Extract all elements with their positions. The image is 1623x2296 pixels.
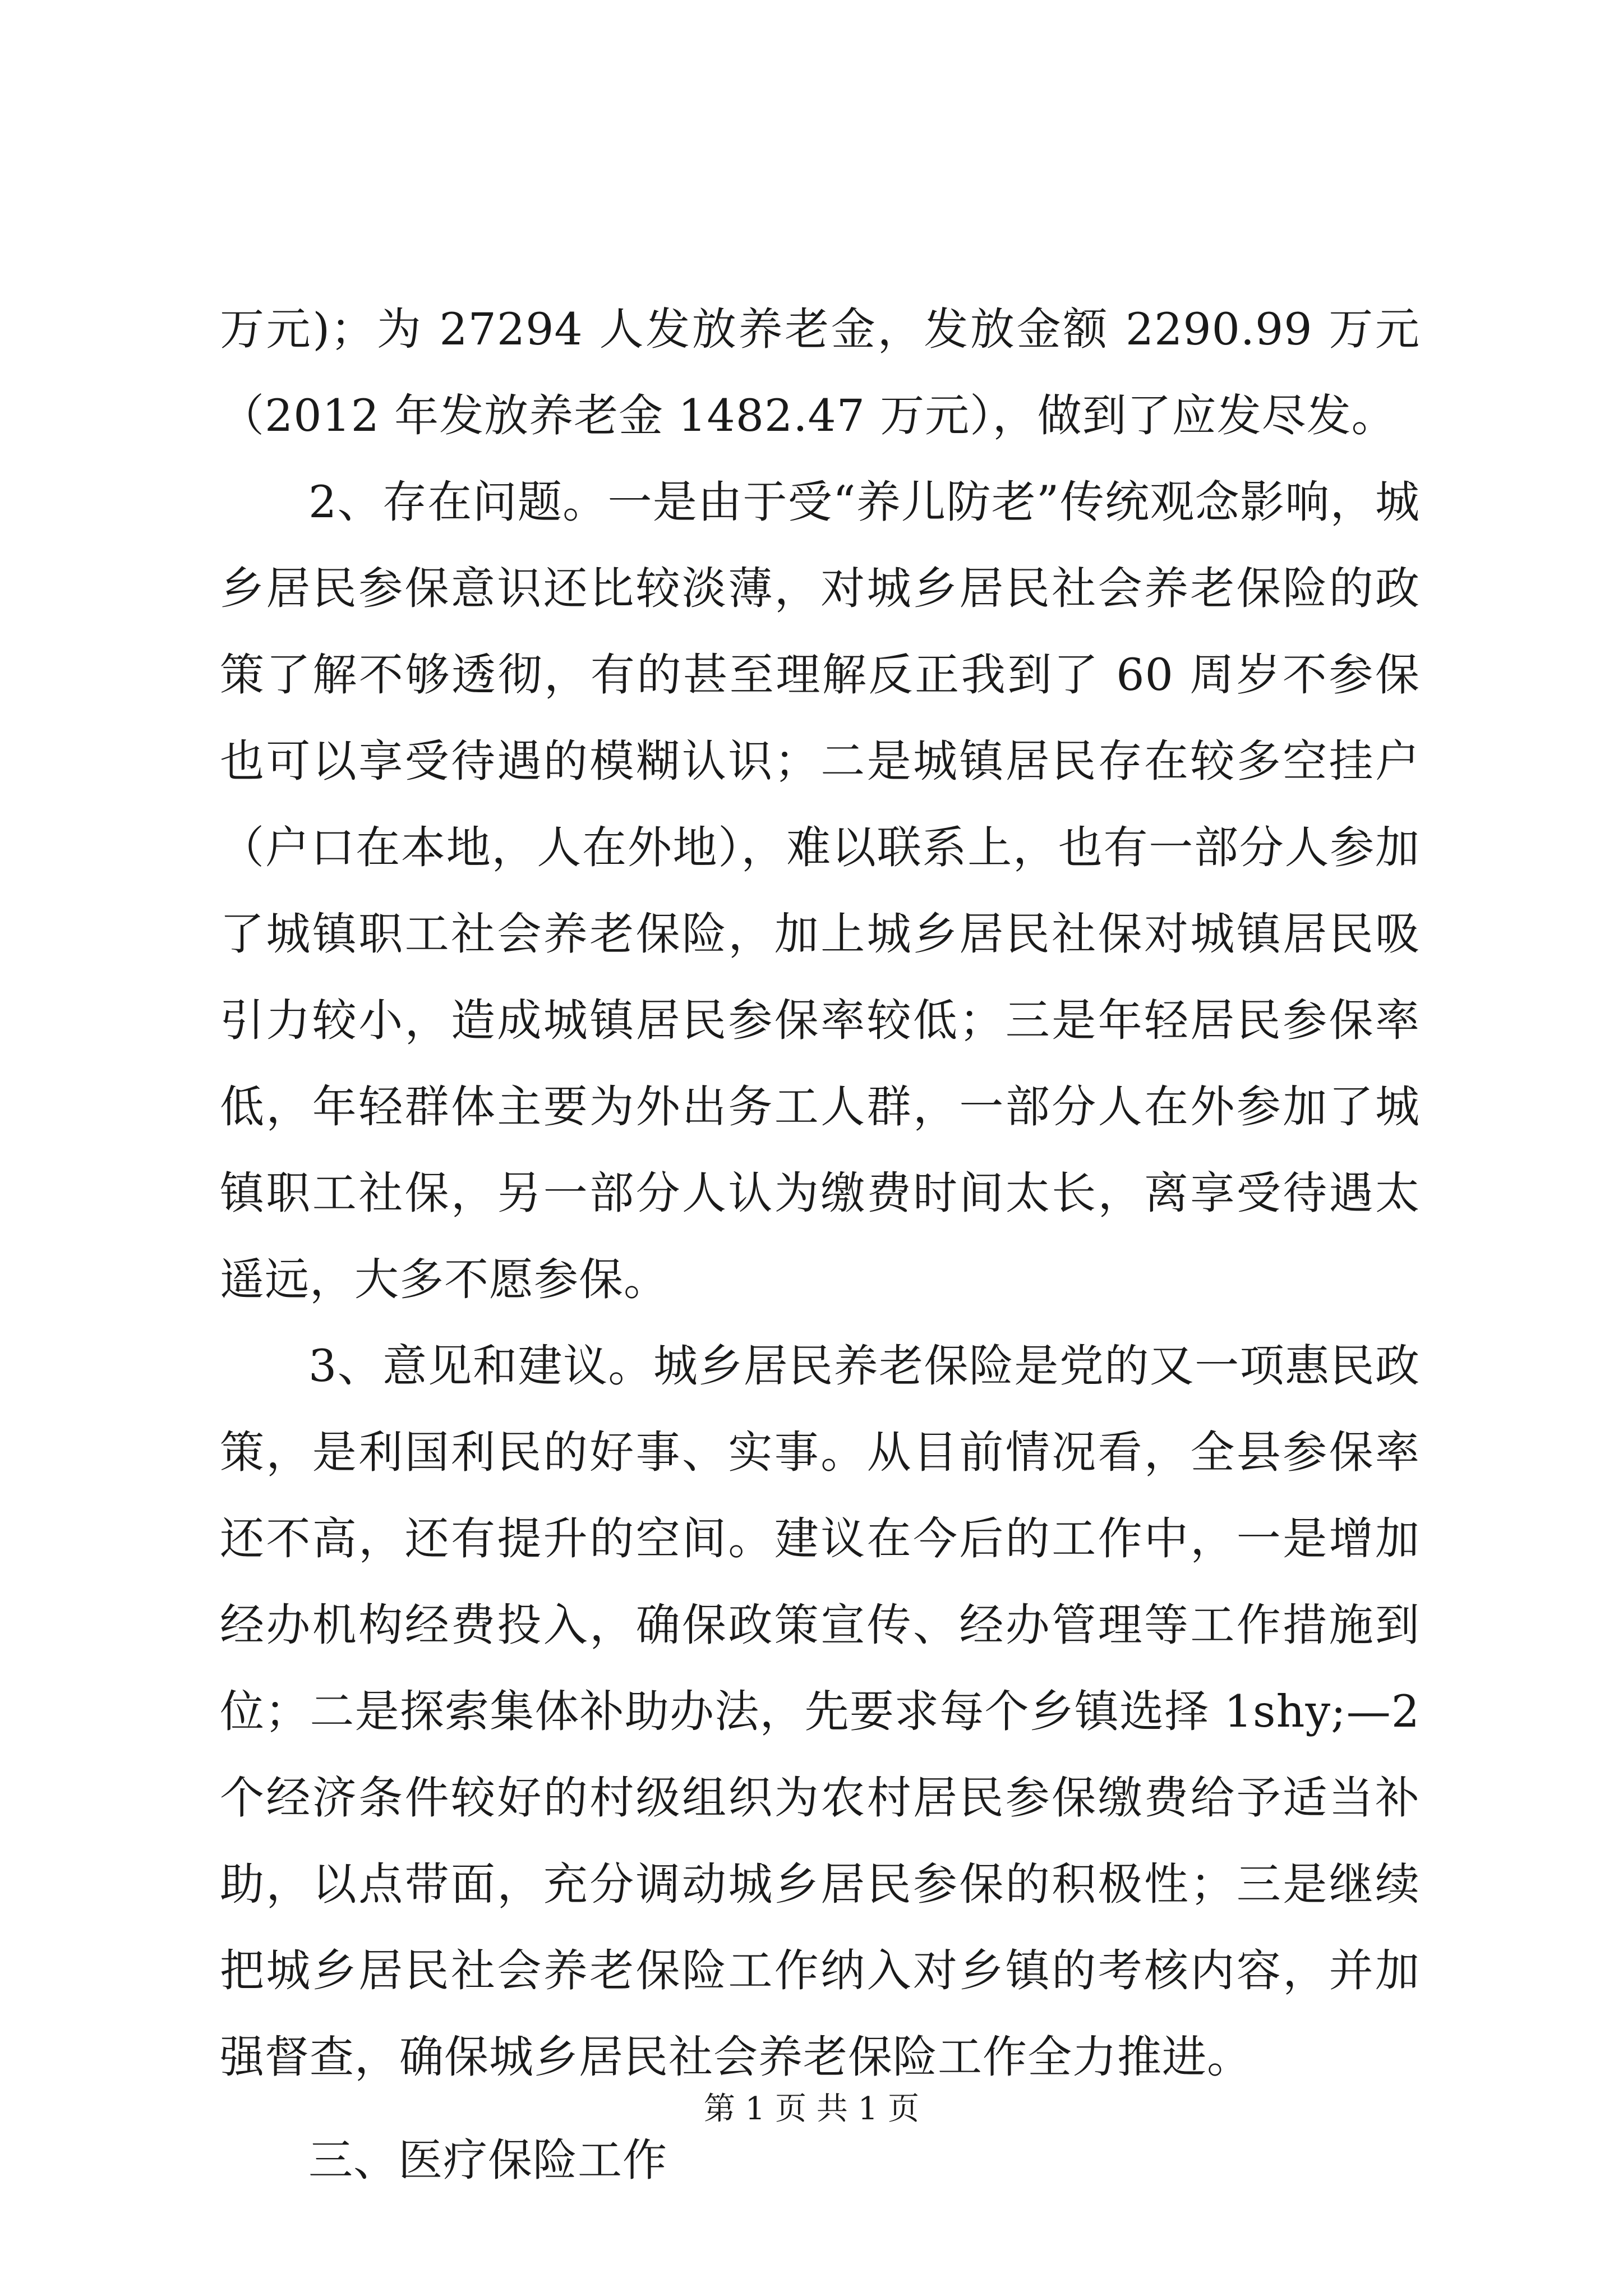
page-footer: 第 1 页 共 1 页 xyxy=(703,2091,920,2127)
paragraph-suggestions: 3、意见和建议。城乡居民养老保险是党的又一项惠民政策，是利国利民的好事、实事。从目前情况看，全县参保率还不高，还有提升的空间。建议在今后的工作中，一是增加经办机构经费投入，确保政策宣传、经办管理等工作措施到位；二是探索集体补助办法，先要求每个乡镇选择 1shy;—2 个经济条件较好的村级组织为农村居民参保缴费给予适当补助，以点带面，充分调动城乡居民参保的积极性；三是继续把城乡居民社会养老保险工作纳入对乡镇的考核内容，并加强督查，确保城乡居民社会养老保险工作全力推进。 xyxy=(220,1340,1420,2083)
document-body xyxy=(220,286,1420,2203)
paragraph-existing-problems: 2、存在问题。一是由于受“养儿防老”传统观念影响，城乡居民参保意识还比较淡薄，对城乡居民社会养老保险的政策了解不够透彻，有的甚至理解反正我到了 60 周岁不参保也可以享受待遇的模糊认识；二是城镇居民存在较多空挂户（户口在本地，人在外地），难以联系上，也有一部分人参加了城镇职工社会养老保险，加上城乡居民社保对城镇居民吸引力较小，造成城镇居民参保率较低；三是年轻居民参保率低，年轻群体主要为外出务工人群，一部分人在外参加了城镇职工社保，另一部分人认为缴费时间太长，离享受待遇太遥远，大多不愿参保。 xyxy=(220,476,1420,1305)
paragraph-pension-payout: 万元)；为 27294 人发放养老金，发放金额 2290.99 万元（2012 年发放养老金 1482.47 万元），做到了应发尽发。 xyxy=(220,303,1420,441)
section-heading-medical-insurance: 三、医疗保险工作 xyxy=(308,2134,667,2186)
